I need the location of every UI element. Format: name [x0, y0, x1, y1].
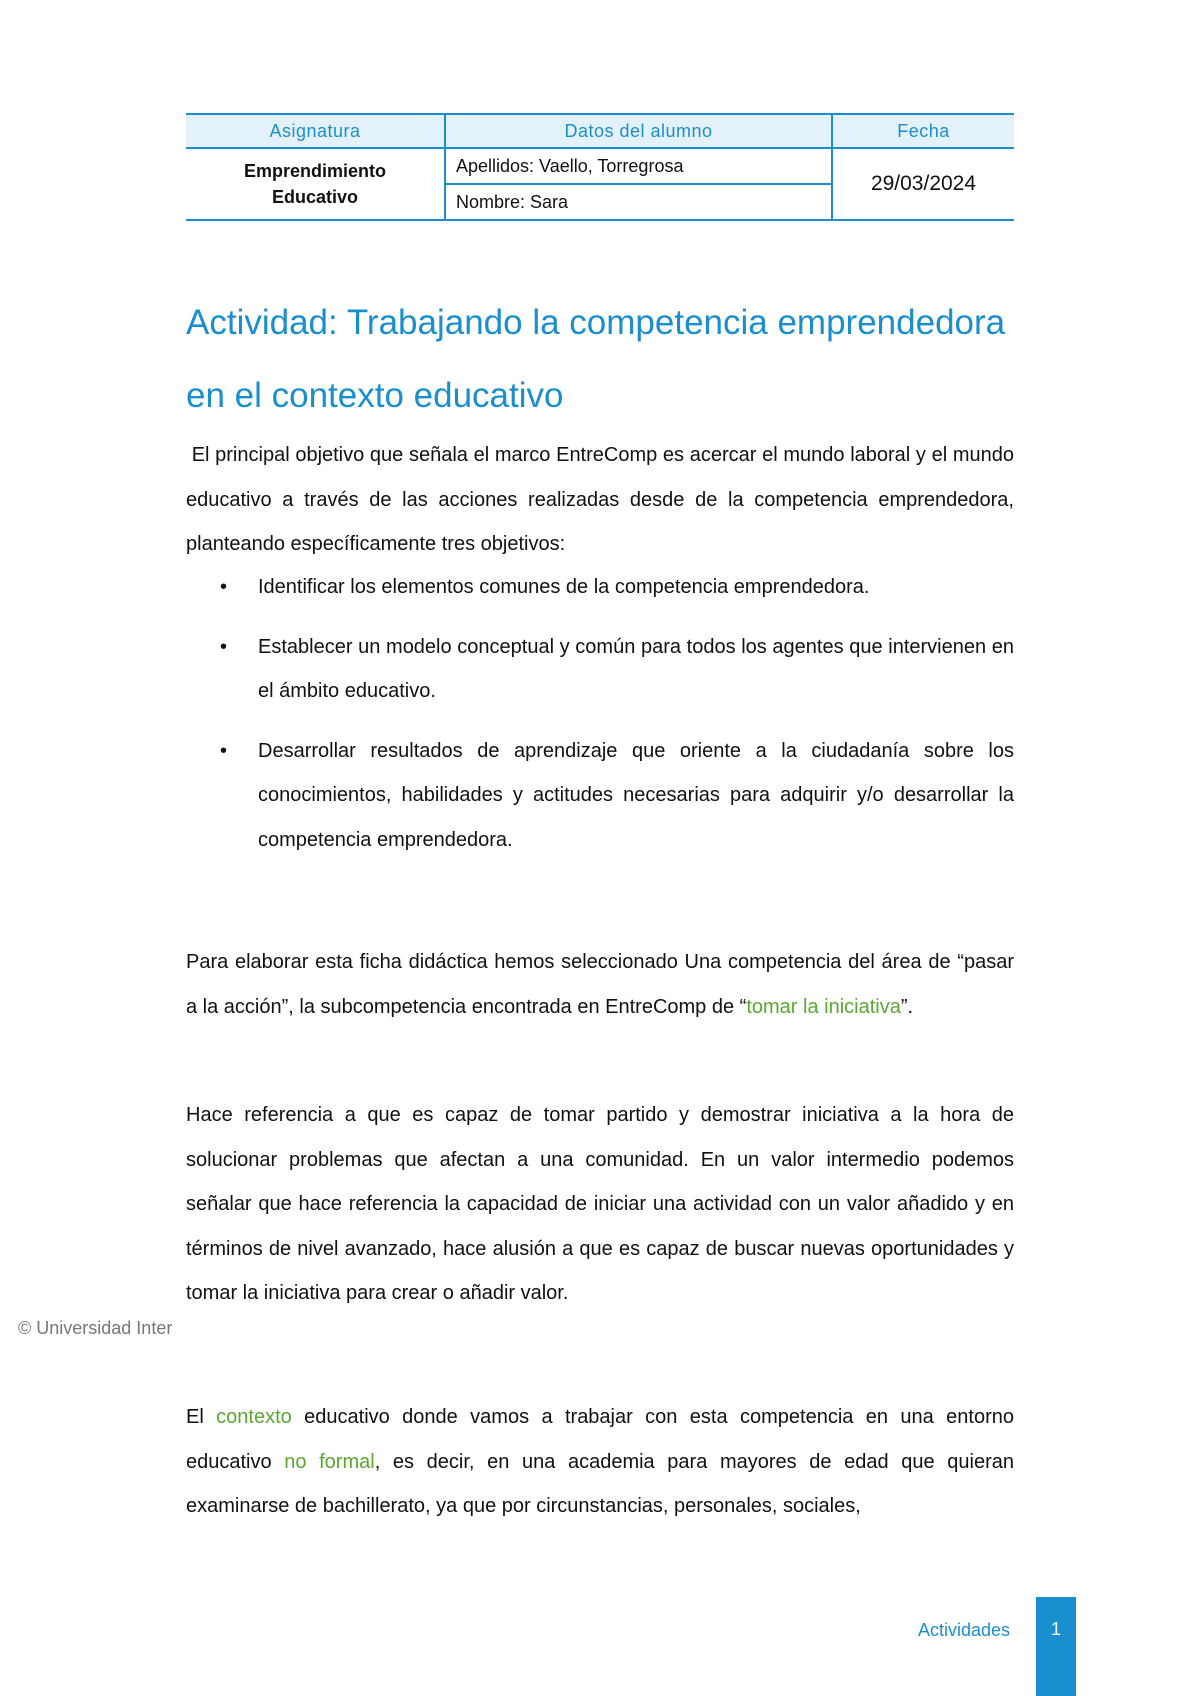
objectives-list	[186, 565, 1014, 877]
selection-text: Para elaborar esta ficha didáctica hemos seleccionado Una competencia del área de “pasar a la acción”, la subcompetencia encontrada en EntreComp de “	[186, 951, 1014, 1018]
header-col-date: Fecha	[832, 114, 1014, 148]
context-paragraph	[186, 1395, 1014, 1529]
subject-cell	[186, 148, 445, 220]
header-col-subject: Asignatura	[186, 114, 445, 148]
context-text-3: , es decir, en una academia para mayores de edad que quieran examinarse de bachillerato, ya que por circunstancias, personales, sociales,	[186, 1450, 1015, 1517]
subject-line-2: Educativo	[271, 187, 359, 207]
context-text-2: educativo donde vamos a trabajar con esta competencia en una entorno educativo	[186, 1406, 1014, 1473]
page-title: Actividad: Trabajando la competencia emprendedora en el contexto educativo	[186, 303, 1006, 415]
page-number-box	[1036, 1597, 1076, 1696]
list-item: • Identificar los elementos comunes de la competencia emprendedora.	[186, 565, 1014, 610]
header-col-student: Datos del alumno	[445, 114, 832, 148]
non-formal-highlight: no formal	[284, 1450, 375, 1473]
header-table	[186, 113, 1014, 221]
date-cell: 29/03/2024	[832, 148, 1014, 220]
selection-paragraph	[186, 940, 1014, 1029]
page-number: 1	[1050, 1619, 1061, 1639]
name-cell: Nombre: Sara	[445, 184, 832, 220]
context-text-1: El	[186, 1406, 217, 1428]
subject-line-1: Emprendimiento	[243, 161, 386, 181]
footer-label: Actividades	[918, 1620, 1011, 1640]
surnames-cell: Apellidos: Vaello, Torregrosa	[445, 148, 832, 184]
copyright-notice: © Universidad Inter	[18, 1318, 173, 1338]
intro-paragraph: El principal objetivo que señala el marco EntreComp es acercar el mundo laboral y el mundo educativo a través de las acciones realizadas desde de la competencia emprendedora, planteando específicamente tres objetivos:	[186, 444, 1020, 555]
list-item: • Desarrollar resultados de aprendizaje que oriente a la ciudadanía sobre los conocimientos, habilidades y actitudes necesarias para adquirir y/o desarrollar la competencia emprendedora.	[186, 729, 1014, 863]
selection-text-end: ”.	[900, 995, 914, 1018]
competence-highlight: tomar la iniciativa	[746, 995, 901, 1018]
list-item: • Establecer un modelo conceptual y común para todos los agentes que intervienen en el ámbito educativo.	[186, 625, 1014, 714]
reference-paragraph: Hace referencia a que es capaz de tomar partido y demostrar iniciativa a la hora de solucionar problemas que afectan a una comunidad. En un valor intermedio podemos señalar que hace referencia la capacidad de iniciar una actividad con un valor añadido y en términos de nivel avanzado, hace alusión a que es capaz de buscar nuevas oportunidades y tomar la iniciativa para crear o añadir valor.	[186, 1104, 1014, 1304]
context-highlight: contexto	[216, 1406, 292, 1428]
